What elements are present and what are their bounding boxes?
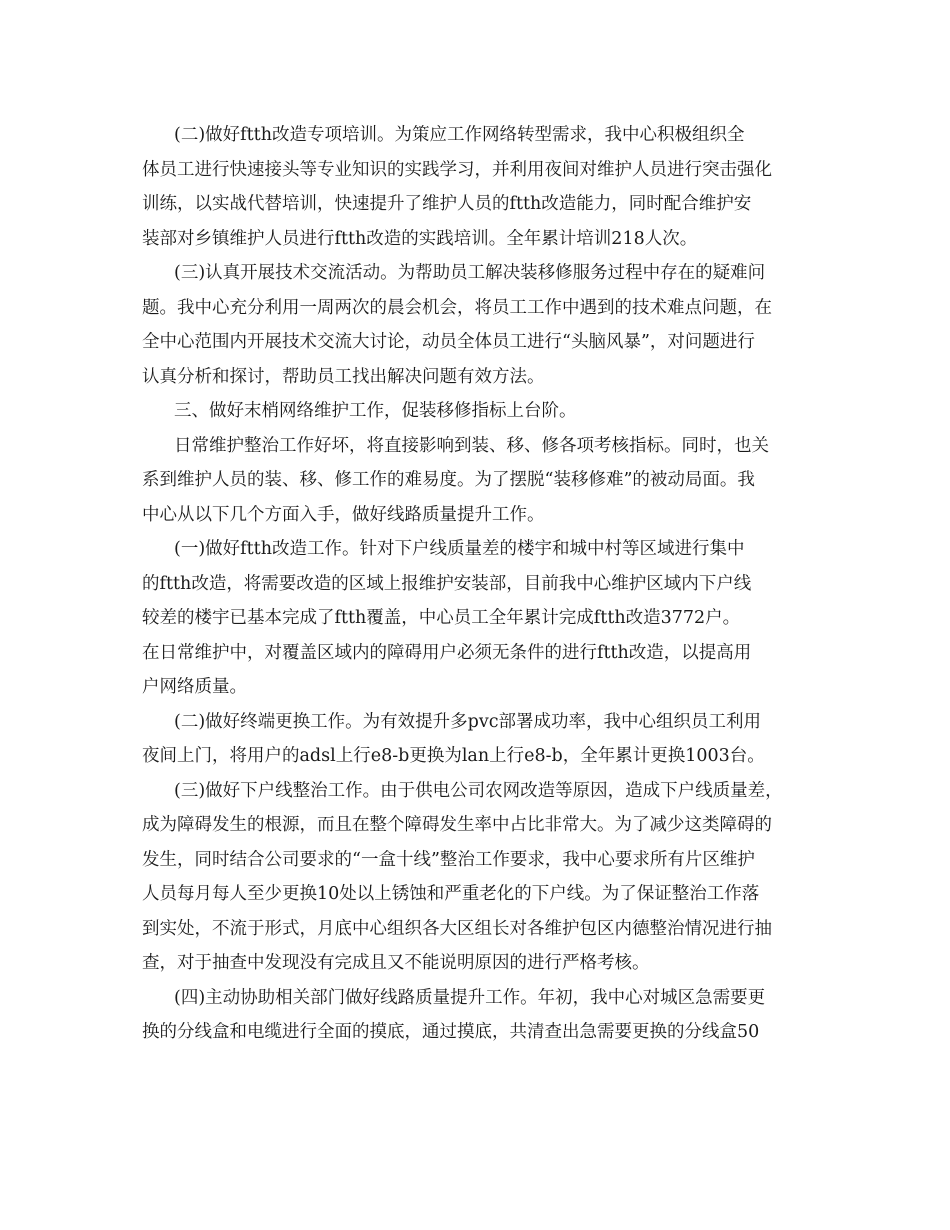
- paragraph-line: 较差的楼宇已基本完成了ftth覆盖，中心员工全年累计完成ftth改造3772户。: [142, 608, 741, 628]
- paragraph-line: 题。我中心充分利用一周两次的晨会机会，将员工工作中遇到的技术难点问题，在: [142, 297, 772, 318]
- paragraph-line: 的ftth改造，将需要改造的区域上报维护安装部，目前我中心维护区域内下户线: [142, 573, 752, 594]
- paragraph-line: 户网络质量。: [142, 677, 247, 697]
- paragraph-line: 发生，同时结合公司要求的“一盒十线”整治工作要求，我中心要求所有片区维护: [142, 849, 755, 870]
- paragraph-line: 装部对乡镇维护人员进行ftth改造的实践培训。全年累计培训218人次。: [142, 228, 698, 249]
- paragraph-line: 夜间上门，将用户的adsl上行e8-b更换为lan上行e8-b，全年累计更换1003台。: [142, 746, 765, 766]
- paragraph-first-line: (二)做好ftth改造专项培训。为策应工作网络转型需求，我中心积极组织全: [174, 125, 745, 145]
- paragraph-line: 全中心范围内开展技术交流大讨论，动员全体员工进行“头脑风暴”，对问题进行: [142, 332, 755, 352]
- paragraph-line: 中心从以下几个方面入手，做好线路质量提升工作。: [142, 504, 545, 525]
- document-body: [142, 118, 832, 1050]
- paragraph-first-line: (四)主动协助相关部门做好线路质量提升工作。年初，我中心对城区急需要更: [174, 987, 766, 1008]
- paragraph-line: 换的分线盒和电缆进行全面的摸底，通过摸底，共清查出急需要更换的分线盒50: [142, 1022, 760, 1042]
- paragraph-first-line: (三)认真开展技术交流活动。为帮助员工解决装移修服务过程中存在的疑难问: [174, 263, 766, 283]
- paragraph-line: 系到维护人员的装、移、修工作的难易度。为了摆脱“装移修难”的被动局面。我: [142, 470, 755, 490]
- paragraph-first-line: 日常维护整治工作好坏，将直接影响到装、移、修各项考核指标。同时，也关: [174, 435, 769, 456]
- paragraph-line: 查，对于抽查中发现没有完成且又不能说明原因的进行严格考核。: [142, 953, 650, 973]
- paragraph-line: 到实处，不流于形式，月底中心组织各大区组长对各维护包区内德整治情况进行抽: [142, 918, 772, 939]
- paragraph-line: 认真分析和探讨，帮助员工找出解决问题有效方法。: [142, 366, 545, 387]
- paragraph-line: 人员每月每人至少更换10处以上锈蚀和严重老化的下户线。为了保证整治工作落: [142, 884, 760, 904]
- paragraph-line: 成为障碍发生的根源，而且在整个障碍发生率中占比非常大。为了减少这类障碍的: [142, 815, 772, 835]
- paragraph-line: 训练，以实战代替培训，快速提升了维护人员的ftth改造能力，同时配合维护安: [142, 194, 752, 214]
- paragraph-first-line: 三、做好末梢网络维护工作，促装移修指标上台阶。: [174, 401, 577, 421]
- paragraph-first-line: (三)做好下户线整治工作。由于供电公司农网改造等原因，造成下户线质量差，: [174, 780, 783, 801]
- paragraph-line: 体员工进行快速接头等专业知识的实践学习，并利用夜间对维护人员进行突击强化: [142, 159, 772, 180]
- paragraph-first-line: (二)做好终端更换工作。为有效提升多pvc部署成功率，我中心组织员工利用: [174, 711, 762, 732]
- paragraph-first-line: (一)做好ftth改造工作。针对下户线质量差的楼宇和城中村等区域进行集中: [174, 539, 745, 559]
- paragraph-line: 在日常维护中，对覆盖区域内的障碍用户必须无条件的进行ftth改造，以提高用: [142, 642, 752, 663]
